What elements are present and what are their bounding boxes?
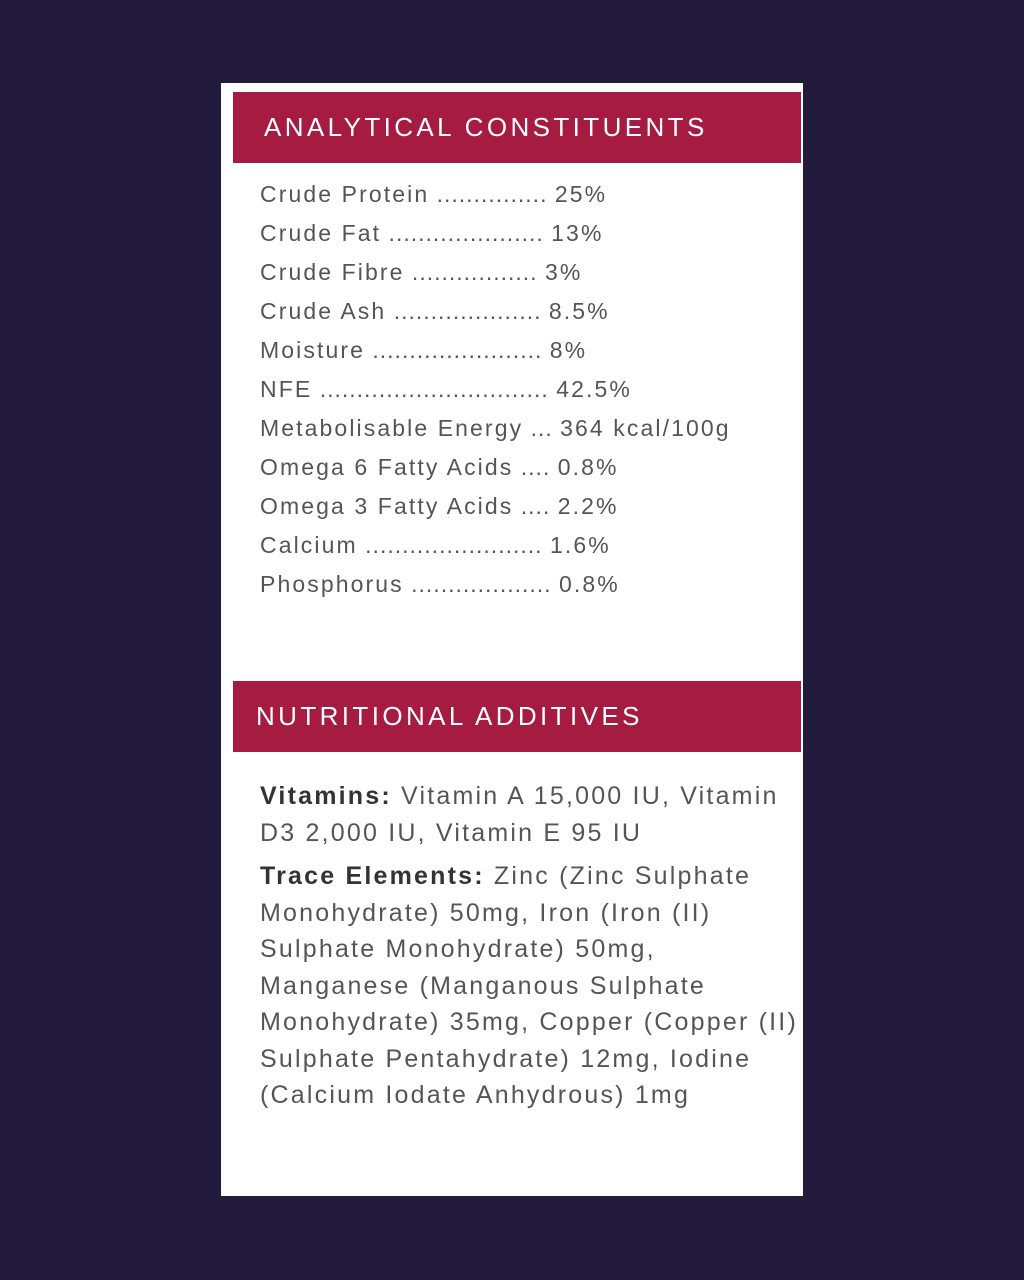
- vitamins-text: Vitamin A 15,000 IU, Vitamin D3 2,000 IU, Vitamin E 95 IU: [260, 782, 779, 847]
- constituent-label: Calcium: [260, 532, 358, 558]
- dot-leader: ....: [513, 493, 558, 519]
- constituent-row: [260, 529, 803, 568]
- constituent-row: [260, 334, 803, 373]
- dot-leader: .....................: [381, 220, 552, 246]
- nutrition-card: [221, 83, 803, 1196]
- constituent-value: 25%: [554, 181, 608, 207]
- vitamins-paragraph: [260, 778, 803, 851]
- dot-leader: .......................: [365, 337, 550, 363]
- constituent-row: [260, 490, 803, 529]
- constituent-label: Crude Ash: [260, 298, 387, 324]
- constituent-row: [260, 451, 803, 490]
- dot-leader: ....: [513, 454, 558, 480]
- trace-elements-paragraph: [260, 858, 803, 1114]
- constituent-value: 8.5%: [548, 298, 610, 324]
- constituent-value: 8%: [549, 337, 588, 363]
- analytical-constituents-title: ANALYTICAL CONSTITUENTS: [264, 112, 708, 142]
- constituent-label: NFE: [260, 376, 313, 402]
- constituent-value: 0.8%: [558, 571, 620, 597]
- constituent-value: 364 kcal/100g: [560, 415, 731, 441]
- constituent-label: Phosphorus: [260, 571, 404, 597]
- constituent-label: Moisture: [260, 337, 365, 363]
- constituent-label: Crude Fibre: [260, 259, 405, 285]
- constituent-value: 1.6%: [549, 532, 611, 558]
- trace-elements-label: Trace Elements:: [260, 862, 485, 890]
- dot-leader: ...: [523, 415, 561, 441]
- nutritional-additives-header: [233, 681, 801, 752]
- constituent-row: [260, 256, 803, 295]
- constituent-value: 13%: [551, 220, 604, 246]
- constituent-label: Omega 3 Fatty Acids: [260, 493, 514, 519]
- constituent-value: 3%: [544, 259, 583, 285]
- constituent-label: Metabolisable Energy: [260, 415, 524, 441]
- constituent-value: 2.2%: [557, 493, 619, 519]
- constituent-row: [260, 373, 803, 412]
- dot-leader: ....................: [386, 298, 549, 324]
- dot-leader: .................: [404, 259, 545, 285]
- vitamins-label: Vitamins:: [260, 782, 392, 810]
- constituents-list: [260, 178, 803, 607]
- dot-leader: ...............................: [312, 376, 557, 402]
- constituent-label: Omega 6 Fatty Acids: [260, 454, 514, 480]
- constituent-value: 0.8%: [557, 454, 619, 480]
- dot-leader: ........................: [357, 532, 550, 558]
- constituent-row: [260, 568, 803, 607]
- constituent-label: Crude Fat: [260, 220, 382, 246]
- trace-elements-text: Zinc (Zinc Sulphate Monohydrate) 50mg, Iron (Iron (II) Sulphate Monohydrate) 50mg, Manganese (Manganous Sulphate Monohydrate) 35mg, Copper (Copper (II) Sulphate Pentahydrate) 12mg, Iodine (Calcium Iodate Anhydrous) 1mg: [260, 862, 798, 1109]
- constituent-value: 42.5%: [556, 376, 632, 402]
- additives-body: [260, 778, 803, 1121]
- constituent-row: [260, 178, 803, 217]
- dot-leader: ...............: [429, 181, 555, 207]
- nutritional-additives-title: NUTRITIONAL ADDITIVES: [256, 701, 643, 731]
- constituent-row: [260, 295, 803, 334]
- dot-leader: ...................: [403, 571, 559, 597]
- constituent-row: [260, 412, 803, 451]
- constituent-label: Crude Protein: [260, 181, 430, 207]
- analytical-constituents-header: [233, 92, 801, 163]
- constituent-row: [260, 217, 803, 256]
